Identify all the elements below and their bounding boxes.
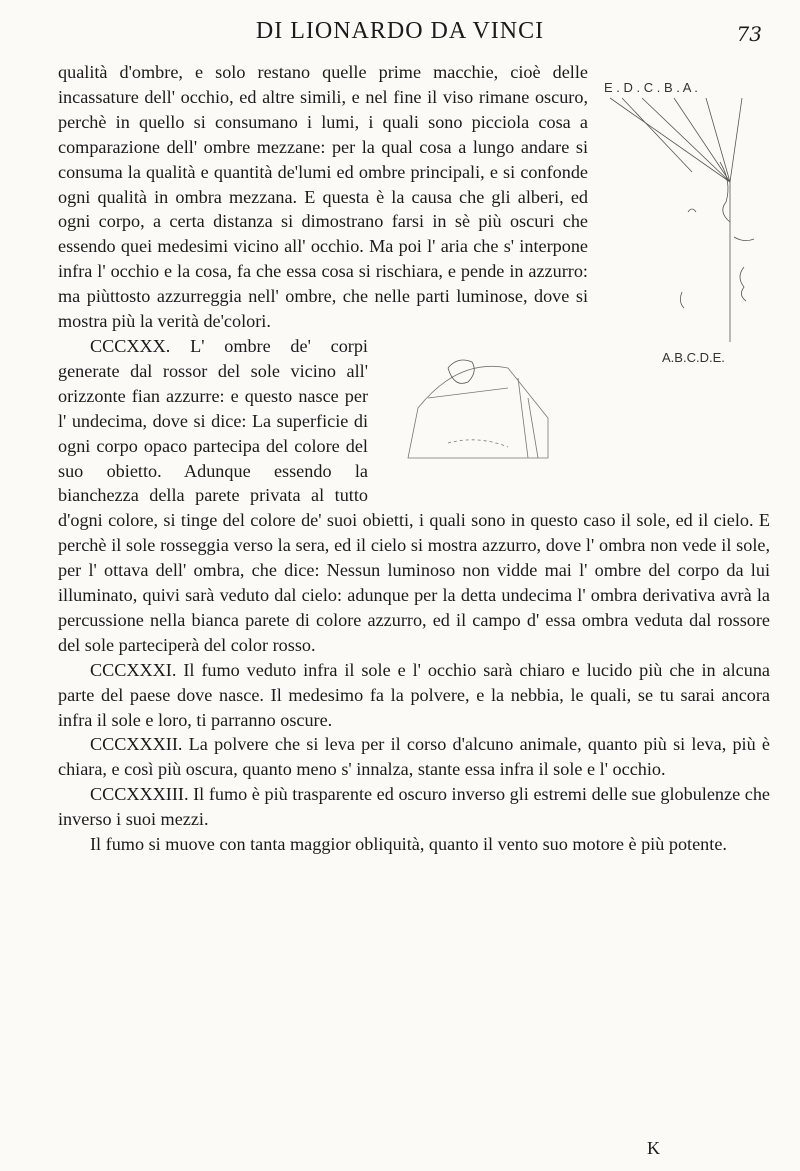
paragraph-3: CCCXXXI. Il fumo veduto infra il sole e l' occhio sarà chiaro e lucido più che in alcuna parte del paese dove nasce. Il medesimo fa la polvere, e la nebbia, le quali, se tu sarai ancora infra il sole e loro, ti parranno oscure.	[58, 659, 770, 730]
paragraph-5: CCCXXXIII. Il fumo è più trasparente ed oscuro inverso gli estremi delle sue globulenze che inverso i suoi mezzi.	[58, 784, 770, 830]
figure-shadow-wall-svg	[388, 338, 558, 488]
running-head: DI LIONARDO DA VINCI	[255, 18, 545, 44]
figure-light-rays	[602, 62, 778, 374]
figure-rays	[610, 98, 754, 342]
body-text	[58, 60, 770, 857]
figure-shadow-wall	[388, 338, 558, 488]
paragraph-2: CCCXXX. L' ombre de' corpi generate dal rossor del sole vicino all' orizzonte fian azzurre: e questo nasce per l' undecima, dove si dice: La superficie di ogni corpo opaco partecipa del colore del suo obietto. Adunque essendo la bianchezza della parete privata al tutto d'ogni colore, si tinge del colore de' suoi obietti, i quali sono in questo caso il sole, ed il cielo. E perchè il sole rosseggia verso la sera, ed il cielo si mostra azzurro, dove l' ombra non vede il sole, per l' ottava dell' ombra, che dice: Nessun luminoso non vidde mai l' ombre del corpo da lui illuminato, quivi sarà veduto dal cielo: adunque per la detta undecima l' ombra derivativa avrà la percussione nella bianca parete di colore azzurro, ed il campo d' essa ombra veduta dal rossore del sole parteciperà del color rosso.	[58, 335, 770, 655]
page-number: 73	[736, 22, 762, 46]
figure-light-rays-svg	[602, 62, 778, 374]
paragraph-6: Il fumo si muove con tanta maggior obliquità, quanto il vento suo motore è più potente.	[90, 834, 727, 855]
figure-bottom-label: A.B.C.D.E.	[662, 350, 725, 365]
paragraph-1: qualità d'ombre, e solo restano quelle prime macchie, cioè delle incassature dell' occhio, ed altre simili, e nel fine il viso rimane oscuro, perchè in quello si consumano i lumi, i quali sono picciola cosa a comparazione dell' ombre mezzane: per la qual cosa a lungo andare si consuma la qualità e quantità de'lumi ed ombre principali, e si confonde ogni qualità in ombra mezzana. E questa è la causa che gli alberi, ed ogni corpo, a certa distanza si dimostrano farsi in sè più oscuri che essendo quei medesimi vicino all' occhio. Ma poi l' aria che s' interpone infra l' occhio e la cosa, fa che essa cosa si rischiara, e pende in azzurro: ma piùttosto azzurreggia nell' ombre, che nelle parti luminose, dove si mostra più la verità de'colori.	[58, 62, 588, 332]
paragraph-4: CCCXXXII. La polvere che si leva per il corso d'alcuno animale, quanto più si leva, più è chiara, e così più oscura, quanto meno s' innalza, stante essa infra il sole e l' occhio.	[58, 734, 770, 780]
signature-mark: K	[647, 1138, 660, 1158]
page-header	[0, 18, 800, 54]
figure-top-label: E . D . C . B . A .	[604, 80, 698, 95]
